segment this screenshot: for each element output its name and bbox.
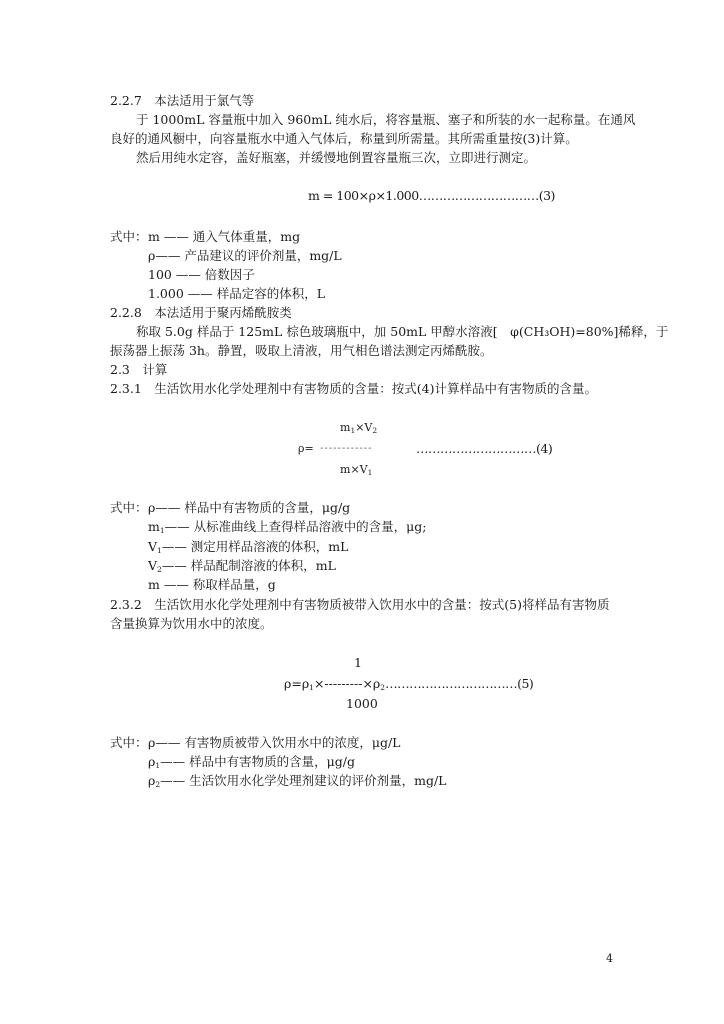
section-heading-2-3-1: 2.3.1 生活饮用水化学处理剂中有害物质的含量：按式(4)计算样品中有害物质的含量。 [110, 381, 598, 396]
formula-5-numerator: 1 [354, 655, 362, 670]
definition-line: $\rho_2——$ 生活饮用水化学处理剂建议的评价剂量，mg/L [148, 773, 447, 789]
page-number: 4 [606, 952, 613, 965]
section-heading-2-3-2: 2.3.2 生活饮用水化学处理剂中有害物质被带入饮用水中的含量：按式(5)将样品有害物质 [110, 597, 610, 612]
definition-line: $\rho_1——$ 样品中有害物质的含量，μg/g [148, 754, 355, 770]
where-label: 式中： [110, 735, 148, 750]
section-heading-2-2-7: 2.2.7 本法适用于氯气等 [110, 93, 255, 108]
formula-4-fraction-bar: ------------ [320, 443, 373, 454]
paragraph-line: 于 1000mL 容量瓶中加入 960mL 纯水后，将容量瓶、塞子和所装的水一起称量。在通风 [136, 112, 636, 127]
definition-line: ρ—— 产品建议的评价剂量，mg/L [148, 248, 342, 263]
definition-line: m —— 称取样品量，g [148, 577, 276, 592]
formula-4-dots: …………………………(4) [416, 441, 553, 456]
formula-5-denominator: 1000 [346, 696, 378, 711]
where-label: 式中： [110, 500, 148, 515]
formula-4-lhs: ρ= [298, 442, 314, 455]
definition-line: m —— 通入气体重量，mg [148, 229, 301, 244]
paragraph-line: 良好的通风橱中，向容量瓶水中通入气体后，称量到所需量。其所需重量按(3)计算。 [110, 131, 578, 146]
definition-line: $m_1——$ 从标准曲线上查得样品溶液中的含量，μg; [148, 519, 427, 535]
paragraph-line: 然后用纯水定容，盖好瓶塞，并缓慢地倒置容量瓶三次，立即进行测定。 [136, 150, 537, 165]
definition-line: 1.000 —— 样品定容的体积，L [148, 286, 326, 301]
definition-line: ρ—— 样品中有害物质的含量，μg/g [148, 500, 351, 515]
where-label: 式中： [110, 229, 148, 244]
definition-line: $V_2——$ 样品配制溶液的体积，mL [148, 558, 336, 574]
formula-5-body: $\rho=\rho_1\times---------\times\rho_2\dots\dots\dots\dots\dots\dots\dots\dots\dots\dots\dots(5)$ [284, 676, 534, 692]
definition-line: 100 —— 倍数因子 [148, 267, 255, 282]
section-heading-2-3: 2.3 计算 [110, 362, 168, 377]
paragraph-line: 振荡器上振荡 3h。静置，吸取上清液，用气相色谱法测定丙烯酰胺。 [110, 343, 493, 358]
definition-line: ρ—— 有害物质被带入饮用水中的浓度，μg/L [148, 735, 401, 750]
formula-4-numerator: $m_1\times V_2$ [340, 421, 378, 435]
formula-4-denominator: $m\times V_1$ [340, 463, 373, 477]
section-heading-2-2-8: 2.2.8 本法适用于聚丙烯酰胺类 [110, 305, 292, 320]
paragraph-line: 称取 5.0g 样品于 125mL 棕色玻璃瓶中，加 50mL 甲醇水溶液[ φ(CH₃OH)=80%]稀释，于 [136, 324, 669, 339]
paragraph-line: 含量换算为饮用水中的浓度。 [110, 616, 273, 631]
definition-line: $V_1——$ 测定用样品溶液的体积，mL [148, 539, 349, 555]
formula-3: m = 100×ρ×1.000…………………………(3) [308, 188, 555, 203]
